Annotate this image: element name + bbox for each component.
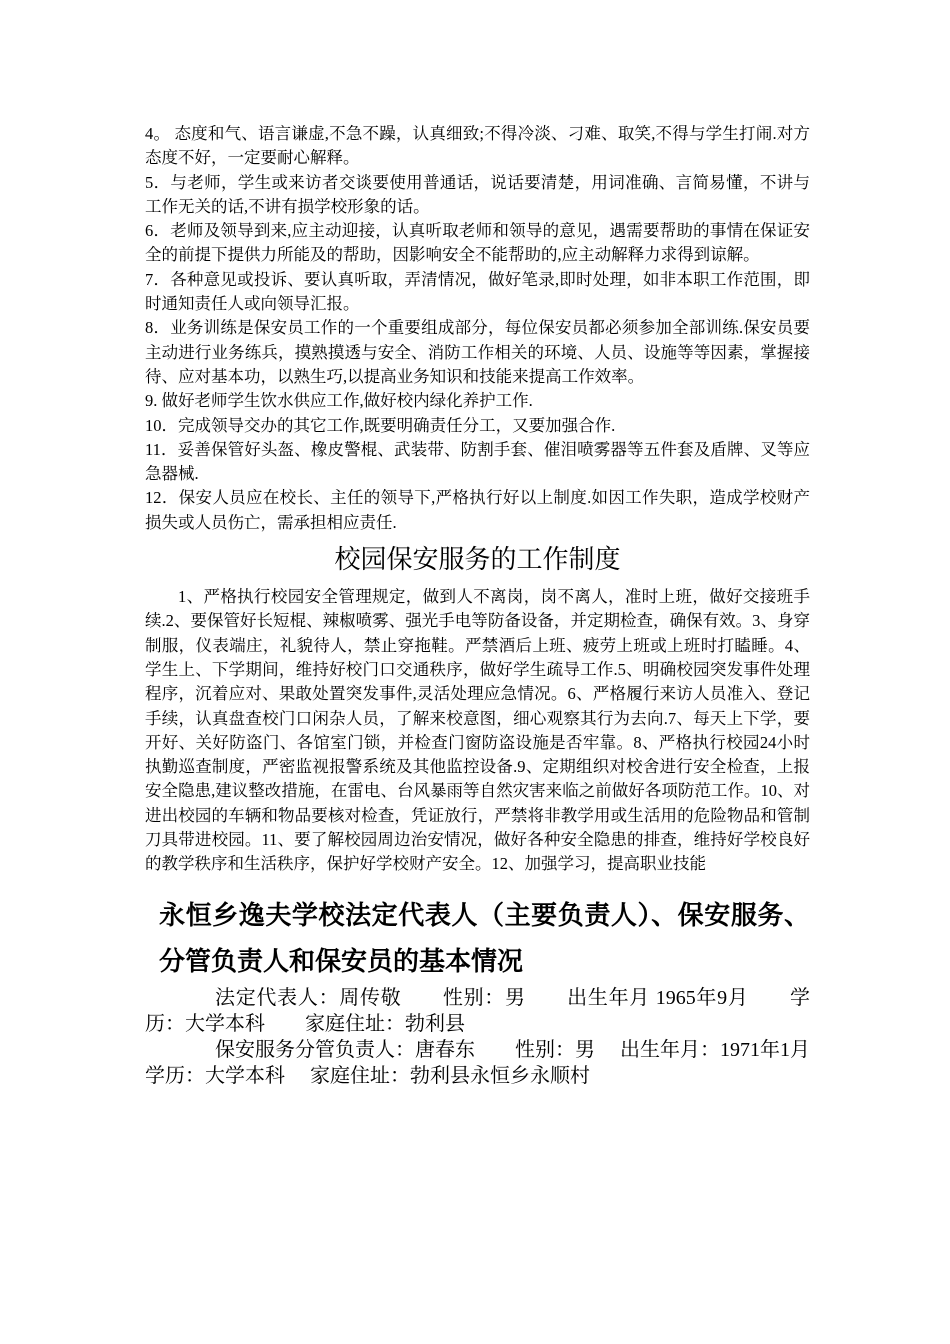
rule-item-11: 11．妥善保管好头盔、橡皮警棍、武装带、防割手套、催泪喷雾器等五件套及盾牌、叉等应急器械. [145,439,810,484]
rule-item-6: 6．老师及领导到来,应主动迎接，认真听取老师和领导的意见，遇需要帮助的事情在保证安全的前提下提供力所能及的帮助，因影响安全不能帮助的,应主动解释力求得到谅解。 [145,221,810,265]
section-body: 1、严格执行校园安全管理规定，做到人不离岗，岗不离人，准时上班，做好交接班手续.2、要保管好长短棍、辣椒喷雾、强光手电等防备设备，并定期检查，确保有效。3、身穿制服，仪表端庄，礼貌待人，禁止穿拖鞋。严禁酒后上班、疲劳上班或上班时打瞌睡。4、学生上、下学期间，维持好校门口交通秩序，做好学生疏导工作.5、明确校园突发事件处理程序，沉着应对、果敢处置突发事件,灵活处理应急情况。6、严格履行来访人员准入、登记手续，认真盘查校门口闲杂人员，了解来校意图，细心观察其行为去向.7、每天上下学，要开好、关好防盗门、各馆室门锁，并检查门窗防盗设施是否牢靠。8、严格执行校园24小时执勤巡查制度，严密监视报警系统及其他监控设备.9、定期组织对校舍进行安全检查，上报安全隐患,建议整改措施，在雷电、台风暴雨等自然灾害来临之前做好各项防范工作。10、对进出校园的车辆和物品要核对检查，凭证放行，严禁将非教学用或生活用的危险物品和管制刀具带进校园。11、要了解校园周边治安情况，做好各种安全隐患的排查，维持好学校良好的教学秩序和生活秩序，保护好学校财产安全。12、加强学习，提高职业技能 [145,587,810,874]
rule-item-4: 4。 态度和气、语言谦虚,不急不躁，认真细致;不得冷淡、刁难、取笑,不得与学生打闹.对方态度不好，一定要耐心解释。 [145,124,810,168]
rule-item-10: 10．完成领导交办的其它工作,既要明确责任分工，又要加强合作. [145,415,616,435]
rule-item-8: 8．业务训练是保安员工作的一个重要组成部分，每位保安员都必须参加全部训练.保安员要主动进行业务练兵，摸熟摸透与安全、消防工作相关的环境、人员、设施等等因素，掌握接待、应对基本功，以熟生巧,以提高业务知识和技能来提高工作效率。 [145,318,810,386]
basic-info-heading: 永恒乡逸夫学校法定代表人（主要负责人）、保安服务、分管负责人和保安员的基本情况 [159,900,810,977]
rule-item-7: 7．各种意见或投诉、要认真听取，弄清情况，做好笔录,即时处理，如非本职工作范围，即时通知责任人或向领导汇报。 [145,269,810,314]
legal-representative-info: 法定代表人：周传敬 性别：男 出生年月 1965年9月 学历：大学本科 家庭住址：勃利县 [145,986,810,1035]
section-title: 校园保安服务的工作制度 [334,545,621,576]
personnel-info [145,985,835,1089]
rules-list [145,122,810,535]
security-manager-info: 保安服务分管负责人：唐春东 性别：男 出生年月：1971年1月 学历：大学本科 家庭住址：勃利县永恒乡永顺村 [145,1038,835,1087]
rule-item-12: 12．保安人员应在校长、主任的领导下,严格执行好以上制度.如因工作失职，造成学校财产损失或人员伤亡，需承担相应责任. [145,488,810,532]
document-page [145,122,835,1089]
rule-item-9: 9. 做好老师学生饮水供应工作,做好校内绿化养护工作. [145,391,533,411]
rule-item-5: 5．与老师，学生或来访者交谈要使用普通话，说话要清楚，用词准确、言简易懂，不讲与工作无关的话,不讲有损学校形象的话。 [145,172,810,216]
